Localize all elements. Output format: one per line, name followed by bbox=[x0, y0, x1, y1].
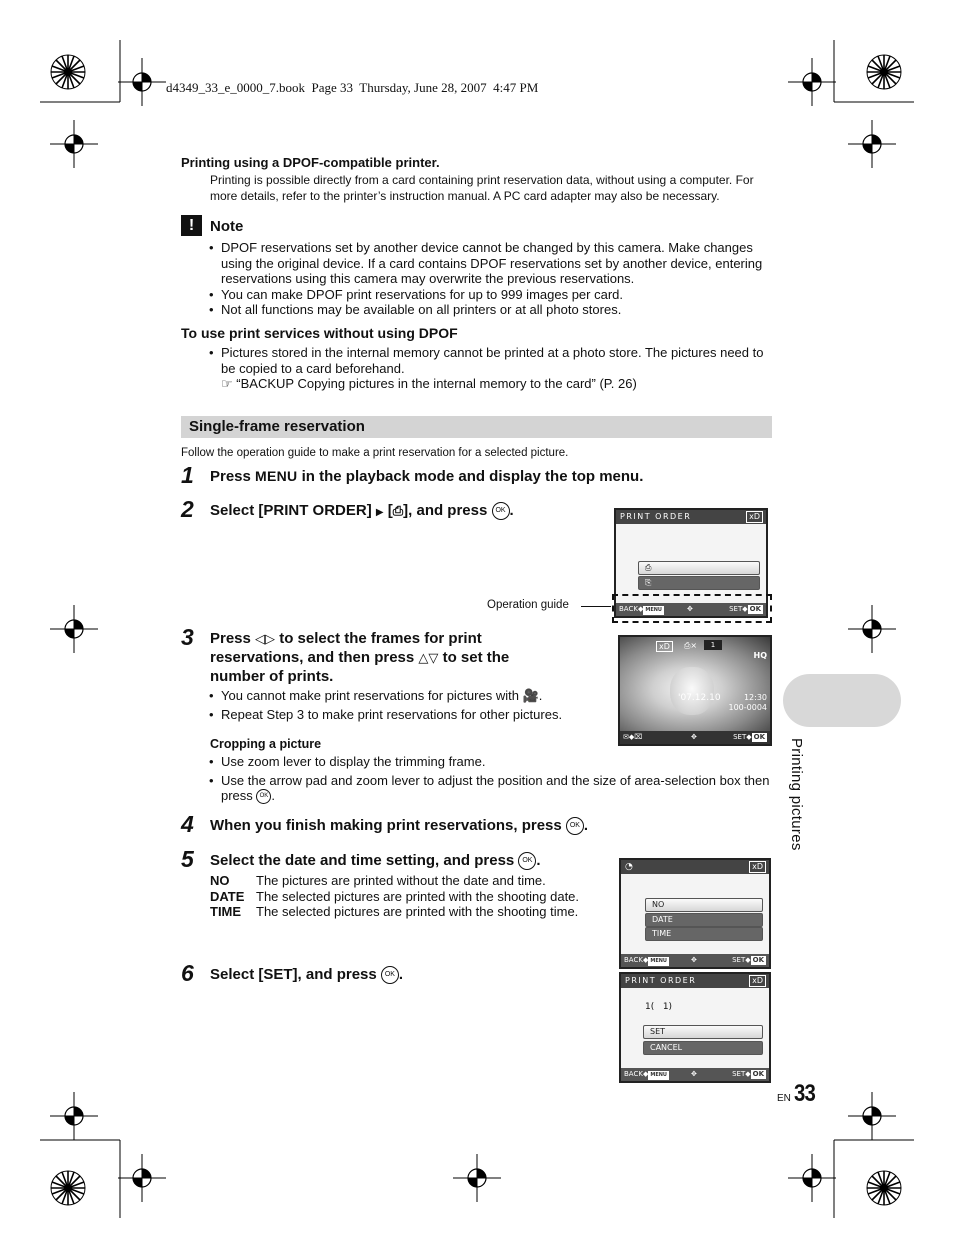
print-icon: ⎙× bbox=[684, 641, 698, 650]
ok-button-icon: OK bbox=[518, 852, 536, 870]
operation-guide-highlight bbox=[612, 594, 772, 623]
menu-item-set[interactable]: SET bbox=[643, 1025, 763, 1039]
xd-card-icon: xD bbox=[749, 975, 766, 987]
xd-card-icon: xD bbox=[656, 641, 673, 652]
section-title-bar bbox=[181, 416, 772, 438]
date-option-row: TIME The selected pictures are printed with the shooting time. bbox=[210, 904, 579, 919]
step-3-text: Press ◁▷ to select the frames for print reservations, and then press △▽ to set the number of prints. bbox=[210, 630, 510, 685]
screen-operation-guide: BACK◆ MENU ✥ SET◆ OK bbox=[616, 603, 766, 616]
step-3-note: • You cannot make print reservations for pictures with 🎥. bbox=[209, 688, 609, 704]
clock-icon: ◔ bbox=[625, 862, 635, 872]
step-6-number: 6 bbox=[181, 960, 194, 986]
note-item: • Not all functions may be available on all printers or at all photo stores. bbox=[209, 302, 772, 318]
date-options-table bbox=[210, 873, 610, 920]
left-right-arrows-icon: ◁▷ bbox=[255, 631, 276, 646]
page-language: EN bbox=[777, 1093, 791, 1104]
preview-subject bbox=[670, 667, 714, 715]
screen-operation-guide: ✉◆⌧ ✥ SET◆ OK bbox=[620, 731, 770, 744]
menu-item-time[interactable]: TIME bbox=[645, 927, 763, 941]
file-header-line: d4349_33_e_0000_7.book Page 33 Thursday, June 28, 2007 4:47 PM bbox=[166, 80, 539, 95]
note-icon: ! bbox=[181, 215, 202, 236]
menu-item-print-all[interactable] bbox=[638, 576, 760, 590]
screen-photo-preview bbox=[618, 635, 772, 746]
ok-button-icon: OK bbox=[381, 966, 399, 984]
shot-time: 12:30 bbox=[743, 693, 767, 702]
chapter-tab bbox=[783, 674, 901, 727]
cropping-item: • Use the arrow pad and zoom lever to adjust the position and the size of area-selection box then press OK . bbox=[209, 773, 771, 805]
note-heading: Note bbox=[210, 218, 244, 235]
xd-card-icon: xD bbox=[749, 861, 766, 873]
chapter-side-label: Printing pictures bbox=[788, 738, 805, 851]
arrow-pad-icon: ✥ bbox=[691, 733, 697, 741]
print-count: 1 bbox=[704, 640, 722, 650]
page-number: 33 bbox=[794, 1080, 815, 1107]
menu-item-no[interactable]: NO bbox=[645, 898, 763, 912]
menu-item-cancel[interactable]: CANCEL bbox=[643, 1041, 763, 1055]
arrow-pad-icon: ✥ bbox=[691, 1070, 697, 1078]
section-intro: Follow the operation guide to make a print reservation for a selected picture. bbox=[181, 447, 569, 459]
ok-button-icon: OK bbox=[492, 502, 510, 520]
ok-button-icon: OK bbox=[256, 789, 271, 804]
step-2-number: 2 bbox=[181, 496, 194, 522]
menu-button-label: MENU bbox=[255, 468, 298, 484]
print-icon: ⎙ bbox=[392, 503, 404, 518]
date-option-row: DATE The selected pictures are printed with the shooting date. bbox=[210, 888, 580, 904]
operation-guide-label: Operation guide bbox=[487, 599, 569, 611]
step-4-number: 4 bbox=[181, 811, 194, 837]
cropping-heading: Cropping a picture bbox=[210, 737, 322, 751]
arrow-right-icon: ▶ bbox=[375, 507, 384, 518]
step-5-text: Select the date and time setting, and press OK . bbox=[210, 852, 541, 869]
step-1-number: 1 bbox=[181, 462, 194, 488]
quality-label: HQ bbox=[753, 651, 767, 660]
screen-title-bar: PRINT ORDER xD bbox=[616, 510, 766, 524]
services-item: • Pictures stored in the internal memory cannot be printed at a photo store. The pictures need to be copied to a card beforehand. bbox=[209, 345, 772, 376]
screen-operation-guide: BACK◆ MENU ✥ SET◆ OK bbox=[621, 954, 769, 967]
up-down-arrows-icon: △▽ bbox=[418, 650, 439, 665]
print-count-summary: 1( 1) bbox=[645, 1002, 673, 1012]
movie-icon: 🎥 bbox=[522, 688, 539, 703]
date-option-row: NO The pictures are printed without the date and time. bbox=[210, 873, 546, 888]
step-3-number: 3 bbox=[181, 624, 194, 650]
step-4-text: When you finish making print reservations, press OK . bbox=[210, 817, 589, 834]
screen-title-bar: PRINT ORDER xD bbox=[621, 974, 769, 988]
note-item: • DPOF reservations set by another device cannot be changed by this camera. Make changes using the original device. If a card contains DPOF reservations set by another device, entering reservations using this camera may overwrite the previous reservations. bbox=[209, 240, 772, 287]
shot-date: '07.12.10 bbox=[678, 693, 721, 703]
services-heading: To use print services without using DPOF bbox=[181, 325, 458, 341]
note-list bbox=[209, 240, 772, 318]
step-3-note: • Repeat Step 3 to make print reservations for other pictures. bbox=[209, 707, 609, 723]
menu-item-print-single[interactable] bbox=[638, 561, 760, 575]
ok-button-icon: OK bbox=[566, 817, 584, 835]
step-5-number: 5 bbox=[181, 846, 194, 872]
screen-title-bar bbox=[621, 860, 769, 874]
dpof-text: Printing is possible directly from a card containing print reservation data, without using a computer. For more details, refer to the printer’s instruction manual. A PC card adapter may also be necessary. bbox=[210, 173, 754, 203]
cropping-item: • Use zoom lever to display the trimming frame. bbox=[209, 754, 771, 770]
print-all-icon: ⎘ bbox=[645, 578, 652, 587]
services-list bbox=[209, 345, 772, 392]
section-title: Single-frame reservation bbox=[189, 418, 365, 435]
arrow-pad-icon: ✥ bbox=[691, 956, 697, 964]
services-reference: ☞ “BACKUP Copying pictures in the internal memory to the card” (P. 26) bbox=[221, 376, 637, 391]
trim-icon: ✉◆⌧ bbox=[623, 733, 643, 741]
dpof-heading: Printing using a DPOF-compatible printer. bbox=[181, 155, 440, 170]
operation-guide-leader bbox=[581, 606, 611, 607]
file-number: 100-0004 bbox=[728, 703, 767, 712]
screen-operation-guide: BACK◆ MENU ✥ SET◆ OK bbox=[621, 1068, 769, 1081]
menu-item-date[interactable]: DATE bbox=[645, 913, 763, 927]
step-1-text: Press MENU in the playback mode and display the top menu. bbox=[210, 468, 644, 485]
screen-print-order-confirm bbox=[619, 972, 771, 1083]
step-6-text: Select [SET], and press OK . bbox=[210, 966, 404, 983]
cropping-list bbox=[209, 754, 771, 804]
arrow-pad-icon: ✥ bbox=[687, 605, 693, 613]
step-3-notes bbox=[209, 688, 609, 722]
print-icon: ⎙ bbox=[645, 563, 652, 572]
screen-date-menu bbox=[619, 858, 771, 969]
note-item: • You can make DPOF print reservations for up to 999 images per card. bbox=[209, 287, 772, 303]
reference-hand-icon: ☞ bbox=[221, 376, 233, 391]
xd-card-icon: xD bbox=[746, 511, 763, 523]
step-2-text: Select [PRINT ORDER] ▶ [⎙], and press OK . bbox=[210, 502, 514, 519]
